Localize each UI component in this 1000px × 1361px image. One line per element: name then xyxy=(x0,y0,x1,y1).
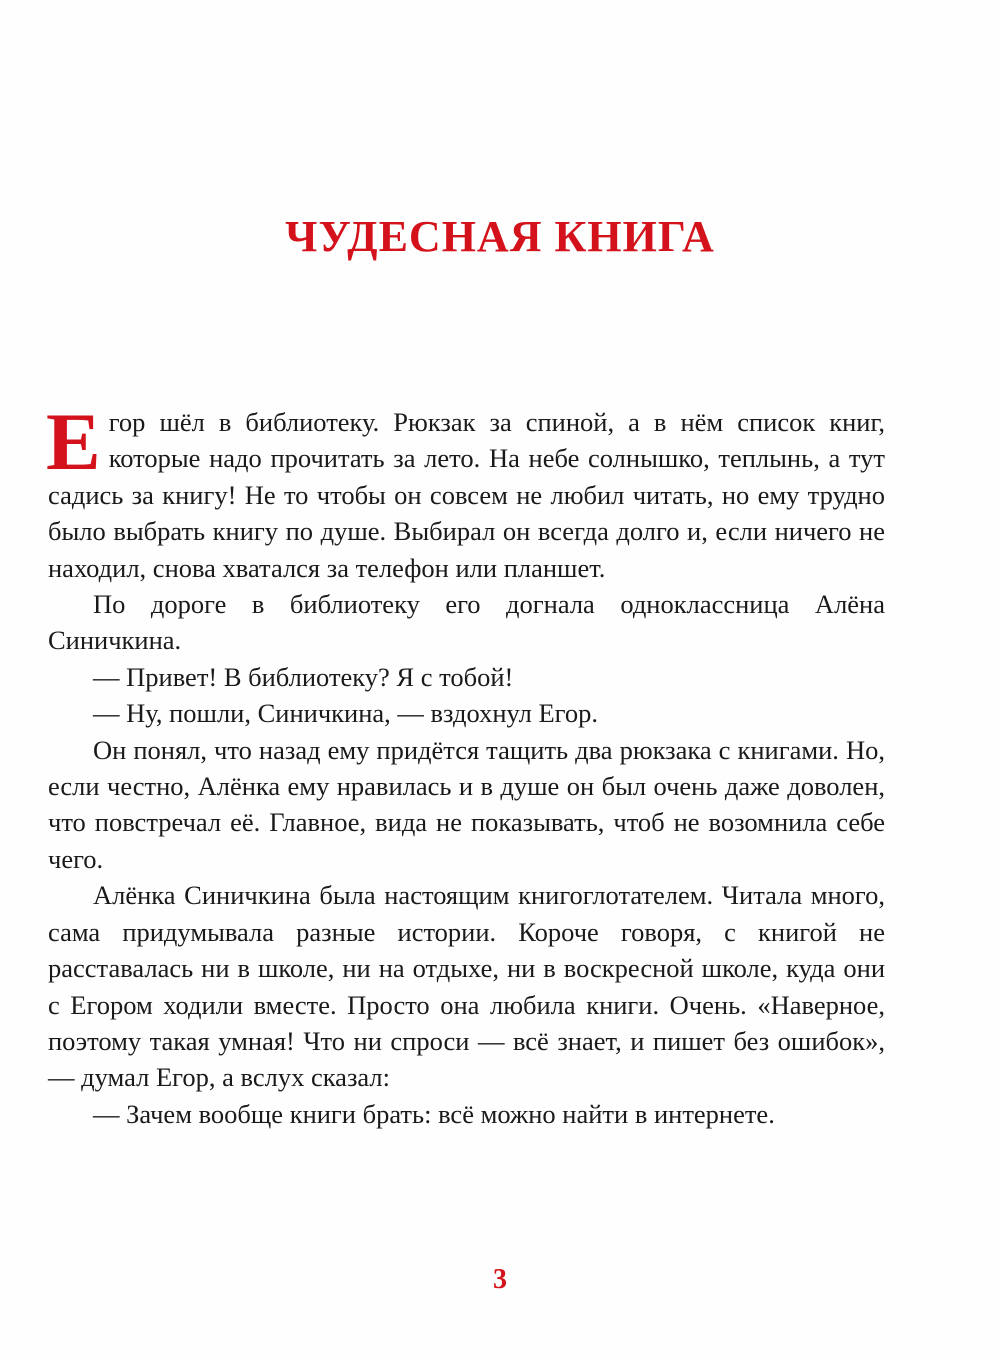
drop-cap-letter: Е xyxy=(46,396,101,487)
paragraph-5: Он понял, что назад ему придётся тащить два рюкзака с книгами. Но, если честно, Алёнка ему нравилась и в душе он был очень даже доволен, что повстречал её. Главное, вида не показывать, чтоб не возомнила себе чего. xyxy=(48,734,885,874)
dialogue-line-2: — Ну, пошли, Синичкина, — вздохнул Егор. xyxy=(93,698,598,729)
paragraph-1 xyxy=(46,396,885,586)
paragraph-6: Алёнка Синичкина была настоящим книгоглотателем. Читала много, сама придумывала разные истории. Короче говоря, с книгой не расставалась ни в школе, ни на отдыхе, ни в воскресной школе, куда они с Егором ходили вместе. Просто она любила книги. Очень. «Наверное, поэтому такая умная! Что ни спроси — всё знает, и пишет без ошибок», — думал Егор, а вслух сказал: xyxy=(48,880,885,1093)
paragraph-1-text: гор шёл в библиотеку. Рюкзак за спиной, а в нём список книг, которые надо прочитать за лето. На небе солнышко, теплынь, а тут садись за книгу! Не то чтобы он совсем не любил читать, но ему трудно было выбрать книгу по душе. Выбирал он всегда долго и, если ничего не находил, снова хватался за телефон или планшет. xyxy=(48,407,885,583)
dialogue-line-3: — Зачем вообще книги брать: всё можно найти в интернете. xyxy=(93,1098,775,1129)
dialogue-line-1: — Привет! В библиотеку? Я с тобой! xyxy=(93,661,514,692)
chapter-title: ЧУДЕСНАЯ КНИГА xyxy=(285,212,715,262)
story-text xyxy=(46,396,885,1132)
paragraph-2: По дороге в библиотеку его догнала одноклассница Алёна Синичкина. xyxy=(48,589,885,656)
page-number: 3 xyxy=(493,1264,507,1295)
